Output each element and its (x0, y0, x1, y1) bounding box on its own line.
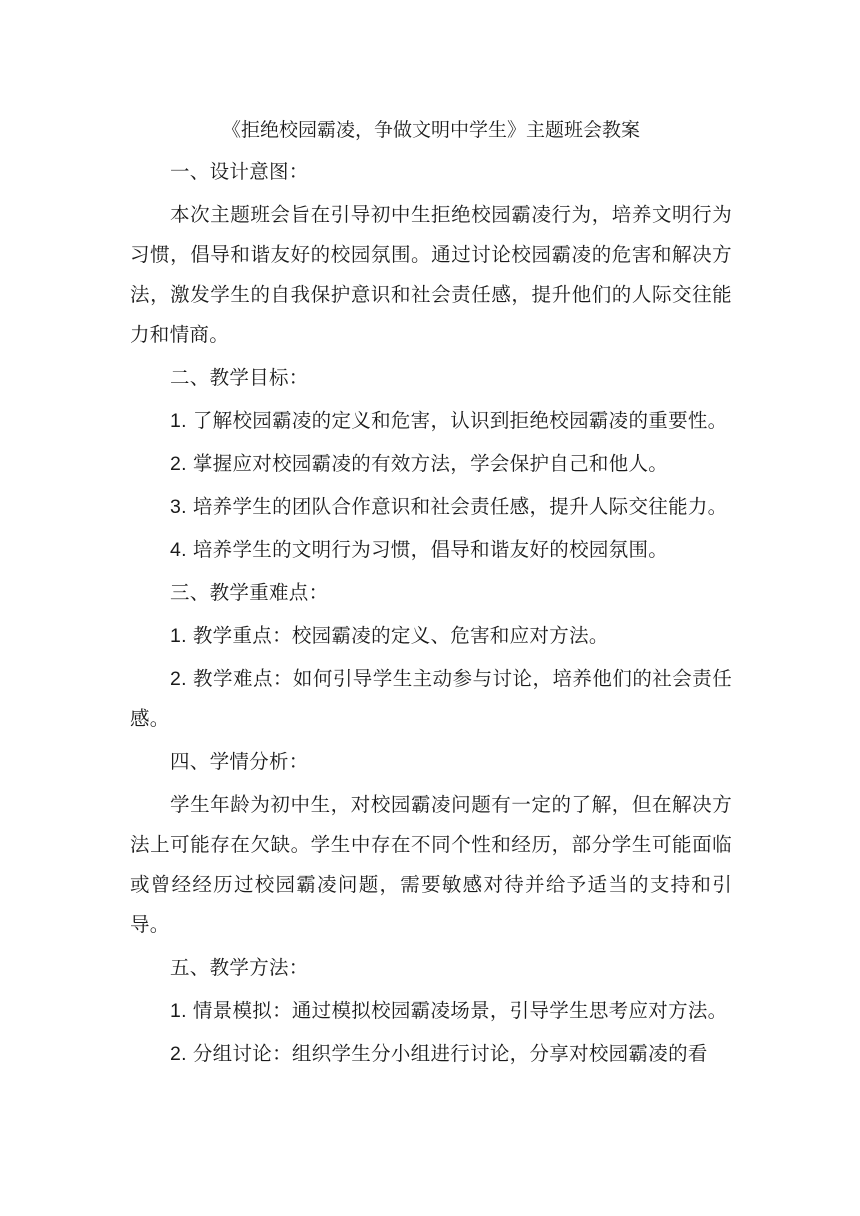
list-item-number: 2. (170, 668, 187, 690)
list-item (130, 487, 732, 527)
section-heading-design-intent: 一、设计意图： (170, 160, 309, 183)
list-teaching-goals (130, 401, 732, 570)
paragraph-design-intent: 本次主题班会旨在引导初中生拒绝校园霸凌行为，培养文明行为习惯，倡导和谐友好的校园氛围。通过讨论校园霸凌的危害和解决方法，激发学生的自我保护意识和社会责任感，提升他们的人际交往能力和情商。 (130, 203, 732, 346)
paragraph-student-analysis: 学生年龄为初中生，对校园霸凌问题有一定的了解，但在解决方法上可能存在欠缺。学生中存在不同个性和经历，部分学生可能面临或曾经经历过校园霸凌问题，需要敏感对待并给予适当的支持和引导。 (130, 793, 732, 936)
list-item-number: 2. (170, 453, 187, 475)
list-item (130, 530, 732, 570)
list-item-text: 情景模拟：通过模拟校园霸凌场景，引导学生思考应对方法。 (192, 999, 728, 1022)
list-key-difficulties (130, 616, 732, 739)
list-item (130, 991, 732, 1031)
list-item (130, 401, 732, 441)
list-item-text: 了解校园霸凌的定义和危害，认识到拒绝校园霸凌的重要性。 (192, 409, 728, 432)
list-item-number: 1. (170, 410, 187, 432)
list-item-text: 教学重点：校园霸凌的定义、危害和应对方法。 (192, 624, 609, 647)
list-item-number: 4. (170, 539, 187, 561)
list-item (130, 616, 732, 656)
section-heading-teaching-goals: 二、教学目标： (170, 366, 309, 389)
section-heading-key-difficulties: 三、教学重难点： (170, 581, 329, 604)
list-item (130, 659, 732, 739)
section-heading-teaching-methods: 五、教学方法： (170, 956, 309, 979)
list-item-number: 1. (170, 625, 187, 647)
list-item-number: 2. (170, 1043, 187, 1065)
list-item (130, 444, 732, 484)
list-item-text: 掌握应对校园霸凌的有效方法，学会保护自己和他人。 (192, 452, 669, 475)
document-title: 《拒绝校园霸凌，争做文明中学生》主题班会教案 (221, 119, 640, 141)
list-teaching-methods (130, 991, 732, 1074)
list-item-text: 教学难点：如何引导学生主动参与讨论，培养他们的社会责任感。 (130, 667, 732, 730)
section-heading-student-analysis: 四、学情分析： (170, 750, 309, 773)
list-item-number: 1. (170, 1000, 187, 1022)
list-item (130, 1034, 732, 1074)
list-item-text: 培养学生的文明行为习惯，倡导和谐友好的校园氛围。 (192, 538, 669, 561)
list-item-text: 分组讨论：组织学生分小组进行讨论，分享对校园霸凌的看 (192, 1042, 708, 1065)
list-item-text: 培养学生的团队合作意识和社会责任感，提升人际交往能力。 (192, 495, 728, 518)
list-item-number: 3. (170, 496, 187, 518)
